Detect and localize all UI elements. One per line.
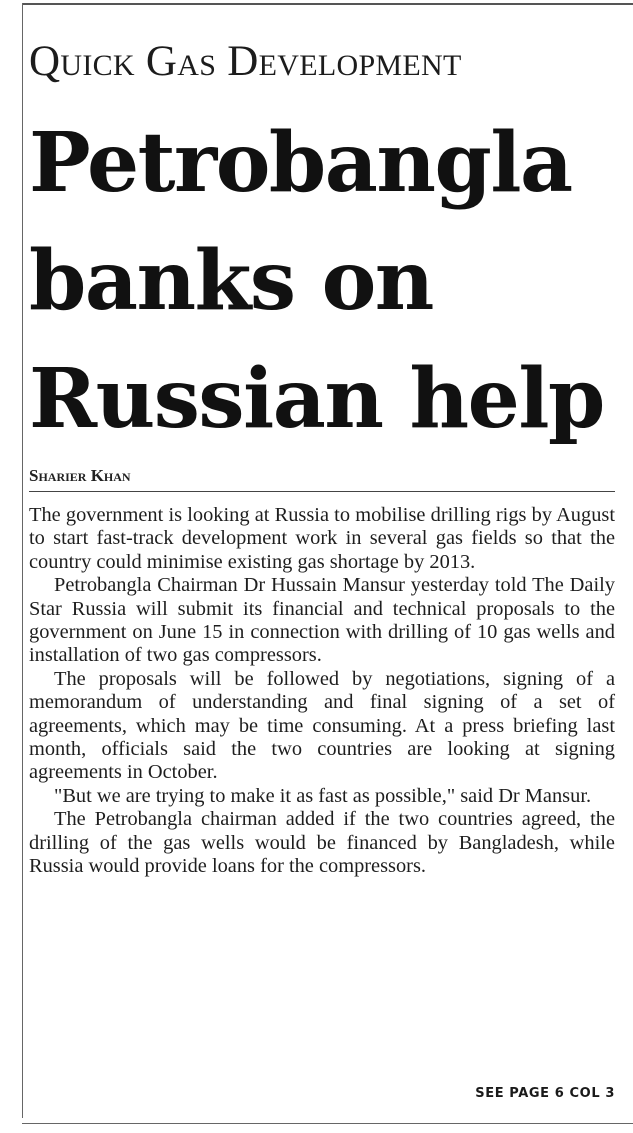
byline-divider (29, 491, 615, 492)
paragraph-3: The proposals will be followed by negotiations, signing of a memorandum of understanding and final signing of a set of agreements, which may be time consuming. At a press briefing last month, officials said the two countries are looking at signing agreements in October. (29, 667, 615, 784)
headline-line-1: Petrobangla (29, 115, 572, 211)
headline-line-3: Russian help (29, 351, 604, 447)
bottom-border-rule (22, 1123, 633, 1124)
headline (29, 104, 629, 458)
left-border-rule (22, 3, 23, 1118)
article-body (29, 504, 615, 879)
paragraph-2: Petrobangla Chairman Dr Hussain Mansur yesterday told The Daily Star Russia will submit its financial and technical proposals to the government on June 15 in connection with drilling of 10 gas wells and installation of two gas compressors. (29, 574, 615, 667)
continuation-link[interactable]: SEE PAGE 6 COL 3 (475, 1086, 615, 1101)
paragraph-1: The government is looking at Russia to mobilise drilling rigs by August to start fast-track development work in several gas fields so that the country could minimise existing gas shortage by 2013. (29, 504, 615, 573)
paragraph-5: The Petrobangla chairman added if the two countries agreed, the drilling of the gas wells would be financed by Bangladesh, while Russia would provide loans for the compressors. (29, 808, 615, 878)
byline: Sharier Khan (29, 466, 131, 485)
kicker-heading: Quick Gas Development (29, 38, 462, 85)
headline-line-2: banks on (29, 233, 433, 329)
paragraph-4: "But we are trying to make it as fast as possible," said Dr Mansur. (54, 784, 592, 807)
top-border-rule (22, 3, 633, 5)
